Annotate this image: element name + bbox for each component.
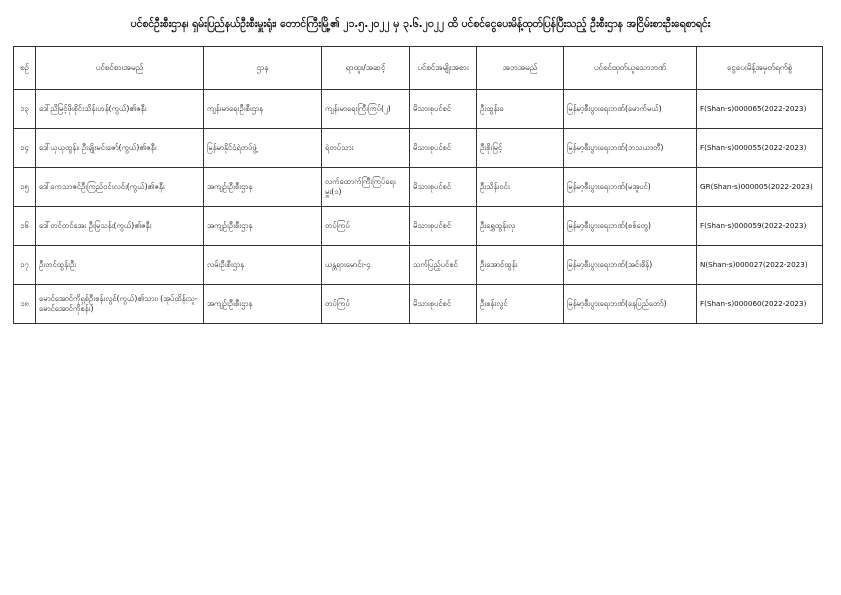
cell-type: မိသားစုပင်စင် [410, 129, 477, 168]
header-office: ပင်စင်ထုတ်ယူသောဘဏ် [564, 47, 697, 90]
cell-no: ၁၅ [14, 168, 36, 207]
cell-name: ဦးတင်ထွန်းဦး [36, 246, 204, 285]
cell-father: ဦးစန်းလွင် [477, 285, 564, 324]
header-father: အဘအမည် [477, 47, 564, 90]
cell-office: မြန်မာ့စီးပွားရေးဘဏ်(မအူပင်) [564, 168, 697, 207]
cell-reg: F(Shan-s)000065(2022-2023) [697, 90, 823, 129]
cell-reg: GR(Shan-s)000005(2022-2023) [697, 168, 823, 207]
cell-reg: N(Shan-s)000027(2022-2023) [697, 246, 823, 285]
cell-type: မိသားစုပင်စင် [410, 285, 477, 324]
cell-father: ဦးစိုးမြင့် [477, 129, 564, 168]
cell-rank: တပ်ကြပ် [322, 285, 410, 324]
cell-dept: အကျဉ်းဦးစီးဌာန [204, 207, 322, 246]
cell-name: ဒေါ်ကေသာဇင်ဦးကြည်ဝင်းလင်း(ကွယ်)၏ဇနီး [36, 168, 204, 207]
cell-type: မိသားစုပင်စင် [410, 90, 477, 129]
cell-reg: F(Shan-s)000060(2022-2023) [697, 285, 823, 324]
cell-father: ဦးထွန်းခ [477, 90, 564, 129]
pension-table [13, 46, 823, 324]
cell-type: မိသားစုပင်စင် [410, 207, 477, 246]
cell-rank: တပ်ကြပ် [322, 207, 410, 246]
cell-office: မြန်မာ့စီးပွားရေးဘဏ်(အင်းစိန်) [564, 246, 697, 285]
cell-office: မြန်မာ့စီးပွားရေးဘဏ်(စစ်တွေ) [564, 207, 697, 246]
cell-no: ၁၄ [14, 129, 36, 168]
cell-dept: မြန်မာနိုင်ငံရဲတပ်ဖွဲ့ [204, 129, 322, 168]
table-row [14, 129, 823, 168]
header-reg: ငွေပေးမိန့်အမှတ်ရက်စွဲ [697, 47, 823, 90]
table-row [14, 168, 823, 207]
cell-rank: လက်ထောက်ကြီးကြပ်ရေးမှူး(၁) [322, 168, 410, 207]
cell-office: မြန်မာ့စီးပွားရေးဘဏ်(ဘသယာတီ) [564, 129, 697, 168]
cell-reg: F(Shan-s)000059(2022-2023) [697, 207, 823, 246]
table-row [14, 90, 823, 129]
cell-dept: လမ်းဦးစီးဌာန [204, 246, 322, 285]
cell-type: သက်ပြည့်ပင်စင် [410, 246, 477, 285]
cell-rank: ကျန်းမာရေးကြီးကြပ်(၂) [322, 90, 410, 129]
cell-name: ဒေါ်ယုယုထွန်း၊ ဦးချိုးမင်းဇော်(ကွယ်)၏ဇနီး [36, 129, 204, 168]
cell-dept: အကျဉ်းဦးစီးဌာန [204, 285, 322, 324]
table-row [14, 207, 823, 246]
cell-father: ဦးရွှေထွန်းလှ [477, 207, 564, 246]
cell-father: ဦးအောင်ထွန်း [477, 246, 564, 285]
cell-office: မြန်မာ့စီးပွားရေးဘဏ်(မောက်မယ်) [564, 90, 697, 129]
cell-name: ဒေါ်တင်တင်အေး ဦးမြသန်း(ကွယ်)၏ဇနီး [36, 207, 204, 246]
cell-name: မောင်အောင်ကိုရှစ်ဦးစန်းလွင်(ကွယ်)၏သား၊ (အုပ်ထိန်းသူ-မောင်အောင်ကိုစန်း) [36, 285, 204, 324]
header-name: ပင်စင်စားအမည် [36, 47, 204, 90]
table-row [14, 285, 823, 324]
cell-reg: F(Shan-s)000055(2022-2023) [697, 129, 823, 168]
cell-dept: အကျဉ်းဦးစီးဌာန [204, 168, 322, 207]
cell-no: ၁၃ [14, 90, 36, 129]
table-header-row [14, 47, 823, 90]
cell-no: ၁၈ [14, 285, 36, 324]
cell-rank: ရဲတပ်သား [322, 129, 410, 168]
cell-office: မြန်မာ့စီးပွားရေးဘဏ်(နေပြည်တော်) [564, 285, 697, 324]
cell-rank: ယန္တရားမောင်း-၄ [322, 246, 410, 285]
header-type: ပင်စင်အမျိုးအစား [410, 47, 477, 90]
cell-dept: ကျန်းမာရေးဦးစီးဌာန [204, 90, 322, 129]
header-dept: ဌာန [204, 47, 322, 90]
cell-no: ၁၆ [14, 207, 36, 246]
cell-type: မိသားစုပင်စင် [410, 168, 477, 207]
table-row [14, 246, 823, 285]
page-title: ပင်စင်ဦးစီးဌာန၊ ရှမ်းပြည်နယ်ဦးစီးမှူးရုံး၊ တောင်ကြီးမြို့၏ ၂၁.၅.၂၀၂၂ မှ ၃.၆.၂၀၂၂ ထိ ပင်စင်ငွေပေးမိန့်ထုတ်ပြန်ပြီးသည့် ဦးစီးဌာန အငြိမ်းစားဦးရေစာရင်း [130, 18, 711, 30]
cell-father: ဦးသိန်းဝင်း [477, 168, 564, 207]
header-rank: ရာထူး/အဆင့် [322, 47, 410, 90]
cell-no: ၁၇ [14, 246, 36, 285]
cell-name: ဒေါ်ညိမြင့်ဖိုးစိုင်းသိန်းဟန်(ကွယ်)၏ဇနီး [36, 90, 204, 129]
header-no: စဉ် [14, 47, 36, 90]
